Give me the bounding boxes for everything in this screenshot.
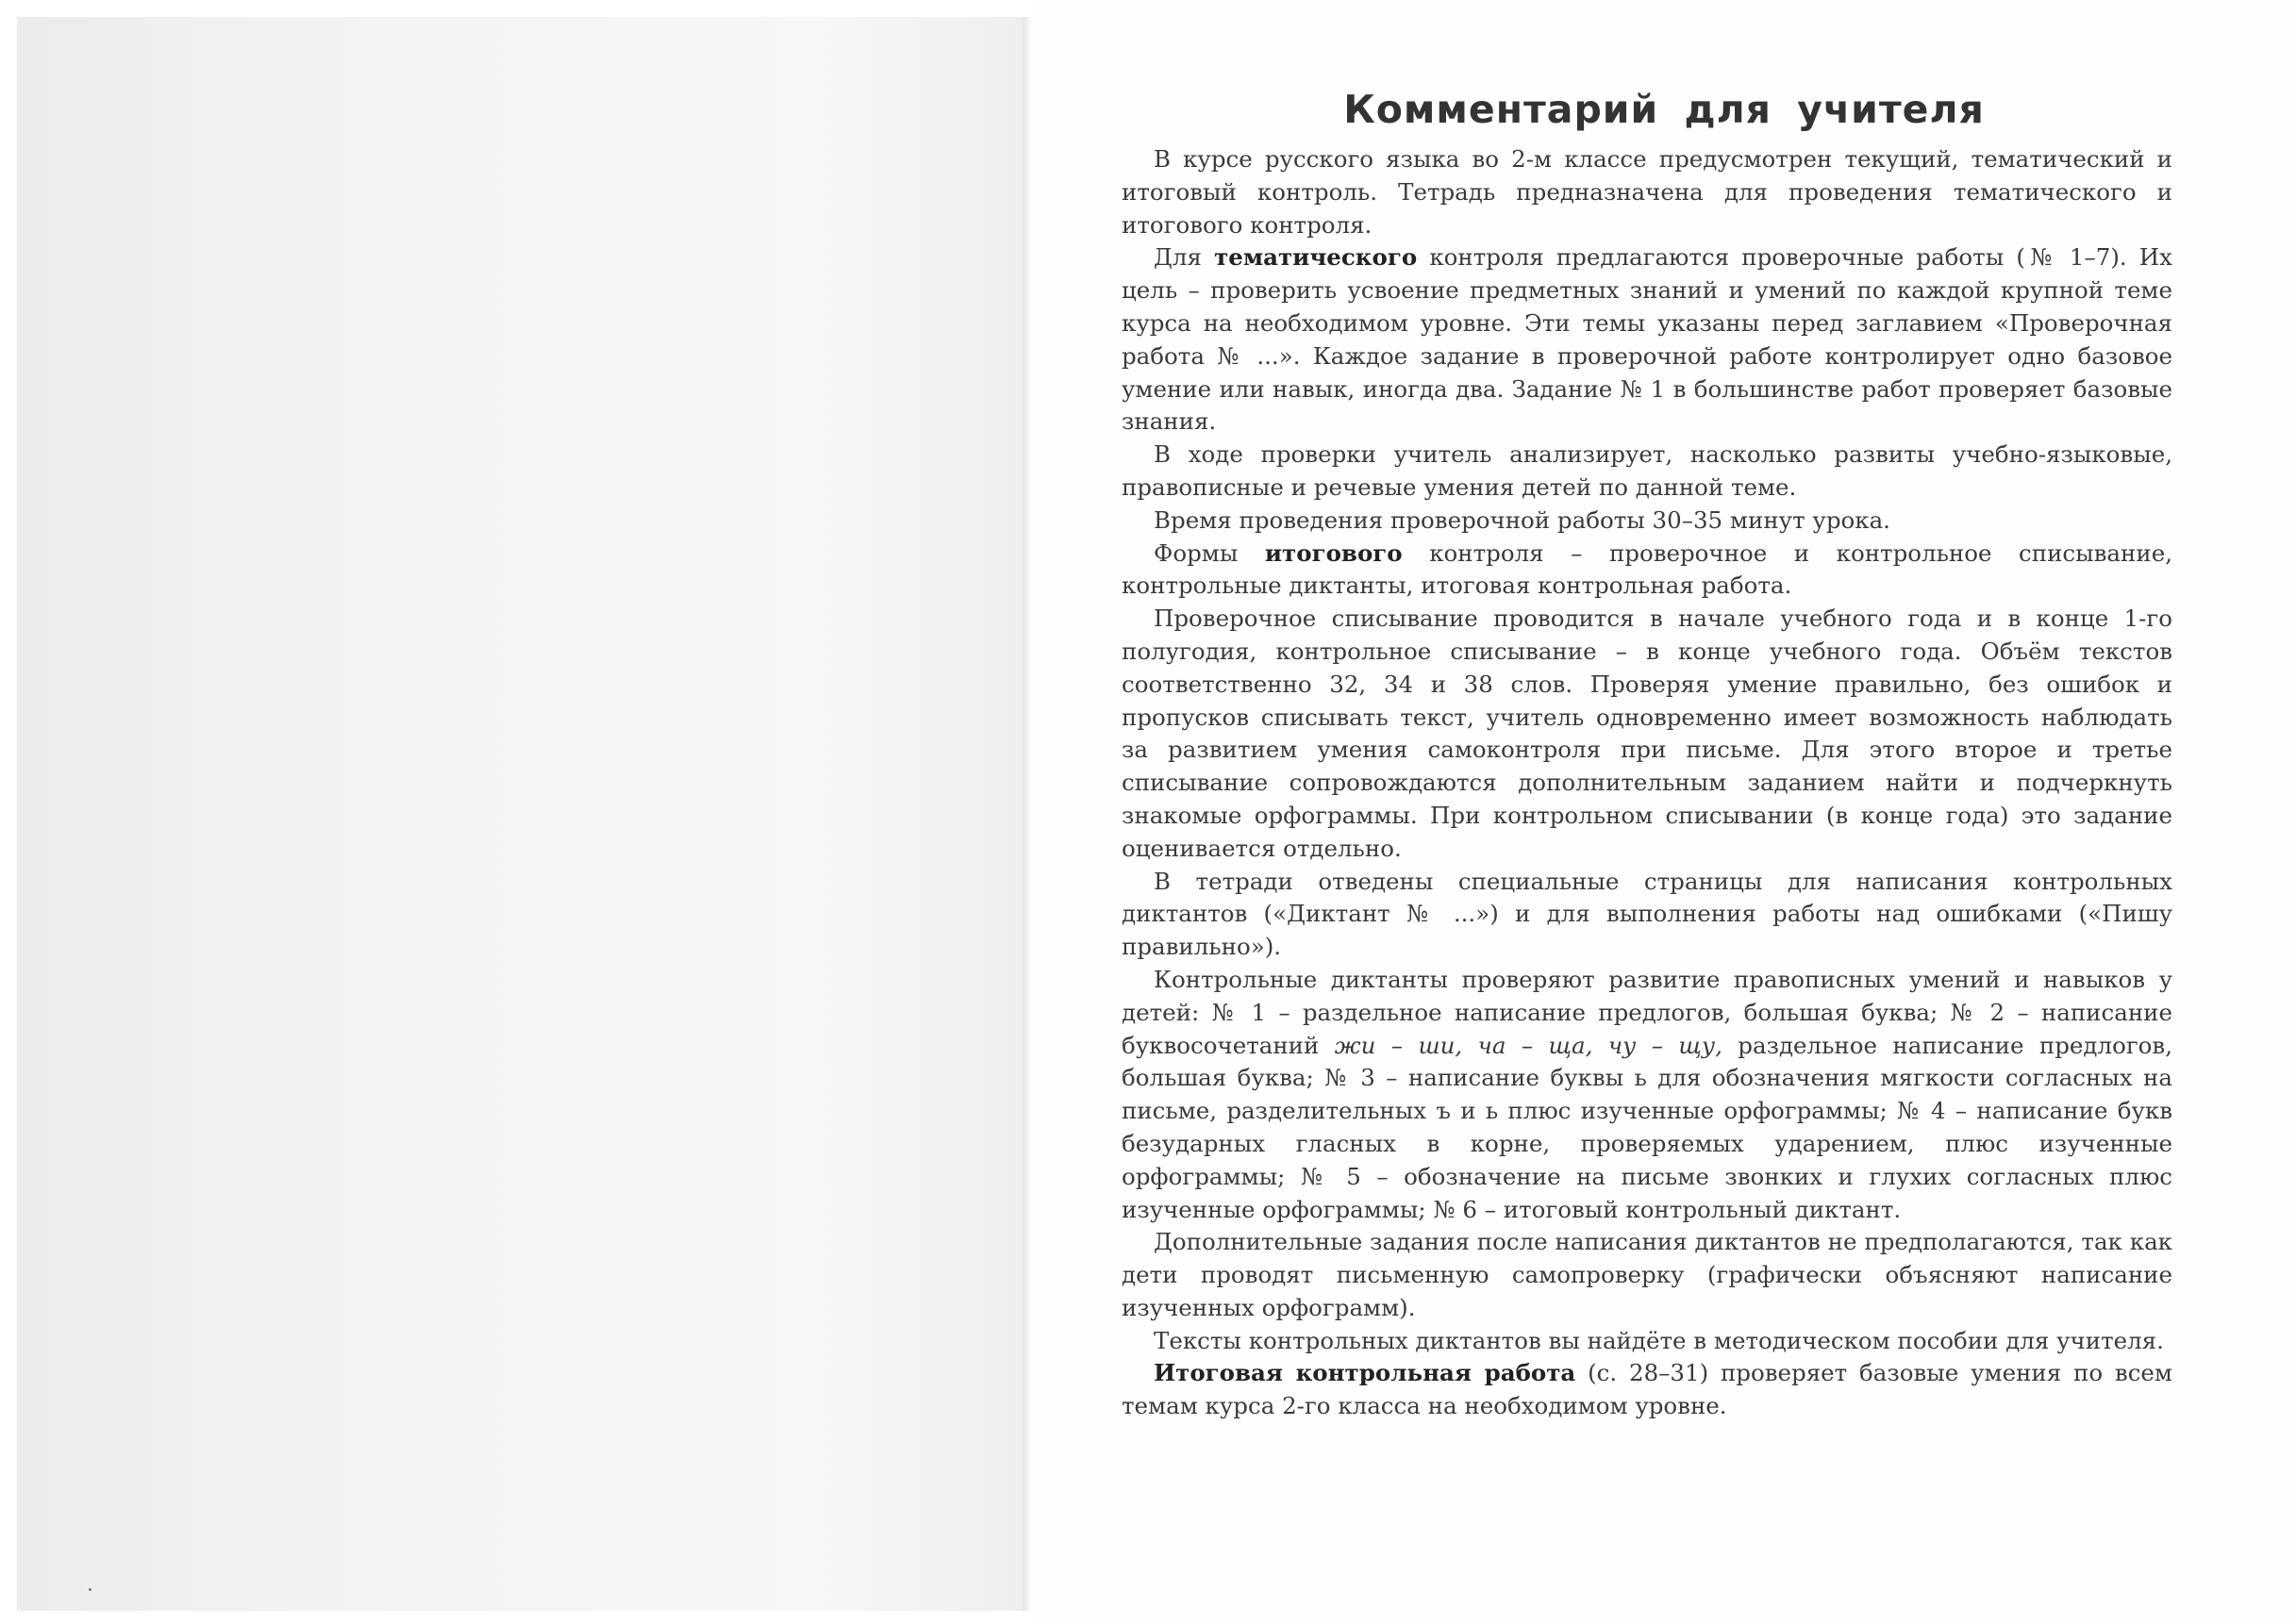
paragraph-2-text-end: контроля предлагаются проверочные работы (№ 1–7). Их цель – проверить усвоение предметных знаний и умений по каждой крупной теме курса на необходимом уровне. Эти темы указаны перед заглавием «Проверочная работа № ...». Каждое задание в проверочной работе контролирует одно базовое умение или навык, иногда два. Задание № 1 в большинстве работ проверяет базовые знания. bbox=[1122, 243, 2172, 436]
paragraph-8-text-end: раздельное написание предлогов, большая буква; № 3 – написание буквы ь для обозначения мягкости согласных на письме, разделительных ъ и ь плюс изученные орфограммы; № 4 – написание букв безударных гласных в корне, проверяемых ударением, плюс изученные орфограммы; № 5 – обозначение на письме звонких и глухих согласных плюс изученные орфограммы; № 6 – итоговый контрольный диктант. bbox=[1122, 1031, 2172, 1223]
paragraph-5-text-start: Формы bbox=[1154, 539, 1265, 567]
bold-term-final-test: Итоговая контрольная работа bbox=[1154, 1359, 1576, 1387]
italic-letter-combinations: жи – ши, ча – ща, чу – щу, bbox=[1334, 1031, 1722, 1059]
paragraph-5 bbox=[1122, 538, 2172, 604]
paragraph-11 bbox=[1122, 1357, 2172, 1423]
bold-term-thematic: тематического bbox=[1214, 243, 1418, 272]
paragraph-1: В курсе русского языка во 2-м классе предусмотрен текущий, тематический и итоговый контроль. Тетрадь предназначена для проведения тематического и итогового контроля. bbox=[1122, 145, 2172, 239]
page-title: Комментарий для учителя bbox=[1343, 87, 1985, 132]
paragraph-4: Время проведения проверочной работы 30–35 минут урока. bbox=[1154, 505, 1890, 534]
paragraph-3: В ходе проверки учитель анализирует, насколько развиты учебно-языковые, правописные и речевые умения детей по данной теме. bbox=[1122, 440, 2172, 501]
paragraph-8 bbox=[1122, 964, 2172, 1226]
paragraph-5-text-end: контроля – проверочное и контрольное списывание, контрольные диктанты, итоговая контрольная работа. bbox=[1122, 539, 2172, 600]
bold-term-final: итогового bbox=[1264, 539, 1403, 567]
paragraph-11-text-end: (с. 28–31) проверяет базовые умения по всем темам курса 2-го класса на необходимом уровне. bbox=[1122, 1359, 2172, 1420]
paragraph-9: Дополнительные задания после написания диктантов не предполагаются, так как дети проводят письменную самопроверку (графически объясняют написание изученных орфограмм). bbox=[1122, 1228, 2172, 1321]
paragraph-2 bbox=[1122, 241, 2172, 439]
paragraph-7: В тетради отведены специальные страницы для написания контрольных диктантов («Диктант № ...») и для выполнения работы над ошибками («Пишу правильно»). bbox=[1122, 867, 2172, 961]
teacher-commentary-text bbox=[1122, 143, 2172, 1423]
paragraph-6: Проверочное списывание проводится в начале учебного года и в конце 1-го полугодия, контрольное списывание – в конце учебного года. Объём текстов соответственно 32, 34 и 38 слов. Проверяя умение правильно, без ошибок и пропусков списывать текст, учитель одновременно имеет возможность наблюдать за развитием умения самоконтроля при письме. Для этого второе и третье списывание сопровождаются дополнительным заданием найти и подчеркнуть знакомые орфограммы. При контрольном списывании (в конце года) это задание оценивается отдельно. bbox=[1122, 605, 2172, 862]
paragraph-2-text-start: Для bbox=[1154, 243, 1215, 272]
blank-left-page bbox=[17, 17, 1023, 1611]
paper-speck bbox=[89, 1588, 92, 1591]
paragraph-10: Тексты контрольных диктантов вы найдёте в методическом пособии для учителя. bbox=[1154, 1326, 2164, 1354]
paragraph-8-text-start: Контрольные диктанты проверяют развитие правописных умений и навыков у детей: № 1 – раздельное написание предлогов, большая буква; № 2 – написание буквосочетаний bbox=[1122, 965, 2172, 1059]
book-gutter bbox=[1023, 17, 1032, 1611]
